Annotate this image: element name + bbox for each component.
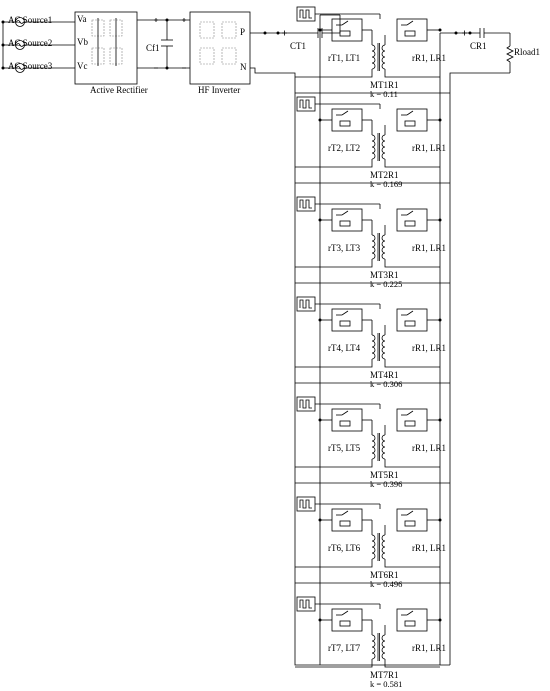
secondary-coil [382, 147, 385, 153]
switch-contact [407, 611, 413, 615]
primary-coil [372, 63, 375, 69]
square-wave-glyph [300, 200, 312, 208]
module-return-wire [295, 265, 372, 267]
right-switch-box [397, 409, 427, 431]
secondary-coil [382, 135, 385, 141]
switch-resistor-icon [340, 221, 350, 226]
switch-contact [342, 111, 348, 115]
left-switch-box [332, 609, 362, 631]
source-label-1: AC Source1 [8, 15, 53, 25]
secondary-coil [382, 57, 385, 63]
module-primary-label: rT6, LT6 [328, 543, 361, 553]
dc-cap-label: Cf1 [146, 43, 160, 53]
module-primary-label: rT5, LT5 [328, 443, 361, 453]
switch-cell-icon [200, 22, 214, 38]
secondary-coil [382, 441, 385, 447]
primary-coil [372, 253, 375, 259]
switch-cell-icon [200, 48, 214, 64]
coupling-coefficient-label: k = 0.496 [370, 579, 403, 589]
right-switch-box [397, 19, 427, 41]
secondary-coil [382, 63, 385, 69]
junction-dot [439, 29, 442, 32]
module-name-label: MT1R1 [370, 80, 399, 90]
switch-resistor-icon [340, 521, 350, 526]
secondary-coil [382, 553, 385, 559]
module-secondary-label: rR1, LR1 [412, 243, 447, 253]
inverter-pin-p: P [240, 27, 246, 37]
secondary-coil [382, 247, 385, 253]
module-name-label: MT6R1 [370, 570, 399, 580]
secondary-coil [382, 335, 385, 341]
primary-coil [372, 541, 375, 547]
switch-contact [407, 311, 413, 315]
secondary-coil [382, 235, 385, 241]
switch-contact [342, 21, 348, 25]
module-secondary-label: rR1, LR1 [412, 53, 447, 63]
module-secondary-label: rR1, LR1 [412, 443, 447, 453]
secondary-coil [382, 45, 385, 51]
primary-coil [372, 653, 375, 659]
primary-coil [372, 241, 375, 247]
module-secondary-label: rR1, LR1 [412, 543, 447, 553]
secondary-coil [382, 453, 385, 459]
secondary-coil [382, 353, 385, 359]
primary-coil [372, 553, 375, 559]
module-primary-label: rT7, LT7 [328, 643, 361, 653]
module-primary-label: rT1, LT1 [328, 53, 361, 63]
square-wave-glyph [300, 10, 312, 18]
primary-coil [372, 135, 375, 141]
switch-resistor-icon [405, 31, 415, 36]
primary-coil [372, 341, 375, 347]
load-resistor-icon [507, 46, 513, 62]
primary-coil [372, 441, 375, 447]
switch-contact [342, 511, 348, 515]
module-return-wire [385, 265, 440, 267]
right-switch-box [397, 109, 427, 131]
junction-dot [455, 32, 458, 35]
primary-coil [372, 453, 375, 459]
junction-dot [277, 32, 280, 35]
secondary-coil [382, 641, 385, 647]
primary-coil [372, 57, 375, 63]
switch-contact [407, 111, 413, 115]
module-return-wire [295, 365, 372, 367]
coupling-coefficient-label: k = 0.396 [370, 479, 403, 489]
rectifier-label: Active Rectifier [90, 85, 148, 95]
switch-contact [407, 21, 413, 25]
module-return-wire [385, 75, 440, 77]
primary-coil [372, 635, 375, 641]
module-return-wire [295, 75, 372, 77]
secondary-coil [382, 347, 385, 353]
source-label-2: AC Source2 [8, 38, 53, 48]
right-switch-box [397, 509, 427, 531]
coupling-coefficient-label: k = 0.225 [370, 279, 403, 289]
coupling-coefficient-label: k = 0.581 [370, 679, 403, 689]
secondary-coil [382, 253, 385, 259]
module-name-label: MT5R1 [370, 470, 399, 480]
module-return-wire [295, 565, 372, 567]
switch-resistor-icon [405, 421, 415, 426]
secondary-coil [382, 447, 385, 453]
module-return-wire [385, 465, 440, 467]
primary-coil [372, 347, 375, 353]
primary-coil [372, 535, 375, 541]
primary-coil [372, 153, 375, 159]
ct-cap-label: CT1 [290, 41, 307, 51]
square-wave-glyph [300, 100, 312, 108]
secondary-coil [382, 653, 385, 659]
left-switch-box [332, 409, 362, 431]
junction-dot [264, 32, 267, 35]
module-secondary-label: rR1, LR1 [412, 343, 447, 353]
switch-contact [407, 411, 413, 415]
square-wave-glyph [300, 400, 312, 408]
switch-contact [342, 311, 348, 315]
module-primary-label: rT2, LT2 [328, 143, 361, 153]
source-label-3: AC Source3 [8, 61, 53, 71]
coupling-coefficient-label: k = 0.11 [370, 89, 398, 99]
module-return-wire [385, 165, 440, 167]
switch-contact [407, 211, 413, 215]
right-switch-box [397, 609, 427, 631]
module-name-label: MT2R1 [370, 170, 399, 180]
module-primary-label: rT4, LT4 [328, 343, 361, 353]
primary-coil [372, 247, 375, 253]
junction-dot [166, 67, 169, 70]
secondary-coil [382, 241, 385, 247]
coupling-coefficient-label: k = 0.169 [370, 179, 403, 189]
switch-cell-icon [222, 48, 236, 64]
primary-coil [372, 447, 375, 453]
primary-coil [372, 435, 375, 441]
secondary-coil [382, 435, 385, 441]
left-switch-box [332, 209, 362, 231]
return-bus [250, 68, 450, 665]
hf-inverter-box [190, 12, 250, 84]
secondary-coil [382, 141, 385, 147]
module-name-label: MT7R1 [370, 670, 399, 680]
switch-resistor-icon [405, 121, 415, 126]
primary-coil [372, 353, 375, 359]
inverter-label: HF Inverter [198, 85, 241, 95]
switch-resistor-icon [340, 31, 350, 36]
switch-contact [342, 611, 348, 615]
output-return-bus [450, 73, 510, 665]
module-return-wire [295, 465, 372, 467]
primary-coil [372, 547, 375, 553]
switch-contact [342, 411, 348, 415]
secondary-coil [382, 535, 385, 541]
primary-coil [372, 235, 375, 241]
module-primary-label: rT3, LT3 [328, 243, 361, 253]
square-wave-glyph [300, 500, 312, 508]
secondary-coil [382, 341, 385, 347]
junction-dot [469, 32, 472, 35]
switch-resistor-icon [340, 121, 350, 126]
left-switch-box [332, 19, 362, 41]
switch-resistor-icon [340, 321, 350, 326]
left-switch-box [332, 509, 362, 531]
switch-cell-icon [222, 22, 236, 38]
secondary-coil [382, 153, 385, 159]
right-switch-box [397, 309, 427, 331]
primary-coil [372, 647, 375, 653]
rectifier-pin-vc: Vc [77, 61, 88, 71]
right-switch-box [397, 209, 427, 231]
primary-coil [372, 141, 375, 147]
module-return-wire [295, 165, 372, 167]
primary-coil [372, 147, 375, 153]
junction-dot [166, 19, 169, 22]
primary-coil [372, 45, 375, 51]
module-return-wire [385, 365, 440, 367]
secondary-coil [382, 635, 385, 641]
secondary-coil [382, 647, 385, 653]
switch-resistor-icon [405, 621, 415, 626]
inverter-pin-n: N [240, 62, 247, 72]
primary-coil [372, 335, 375, 341]
rectifier-pin-vb: Vb [77, 37, 88, 47]
switch-resistor-icon [405, 521, 415, 526]
secondary-coil [382, 547, 385, 553]
module-name-label: MT3R1 [370, 270, 399, 280]
cr-cap-label: CR1 [470, 41, 487, 51]
module-return-wire [385, 565, 440, 567]
rectifier-pin-va: Va [77, 14, 87, 24]
left-switch-box [332, 109, 362, 131]
switch-resistor-icon [405, 321, 415, 326]
switch-resistor-icon [405, 221, 415, 226]
module-secondary-label: rR1, LR1 [412, 643, 447, 653]
secondary-coil [382, 51, 385, 57]
switch-resistor-icon [340, 421, 350, 426]
left-switch-box [332, 309, 362, 331]
primary-coil [372, 51, 375, 57]
square-wave-glyph [300, 600, 312, 608]
switch-resistor-icon [340, 621, 350, 626]
square-wave-glyph [300, 300, 312, 308]
switch-contact [407, 511, 413, 515]
switch-contact [342, 211, 348, 215]
load-label: Rload1 [514, 47, 540, 57]
secondary-coil [382, 541, 385, 547]
coupling-coefficient-label: k = 0.306 [370, 379, 403, 389]
primary-coil [372, 641, 375, 647]
module-secondary-label: rR1, LR1 [412, 143, 447, 153]
module-name-label: MT4R1 [370, 370, 399, 380]
